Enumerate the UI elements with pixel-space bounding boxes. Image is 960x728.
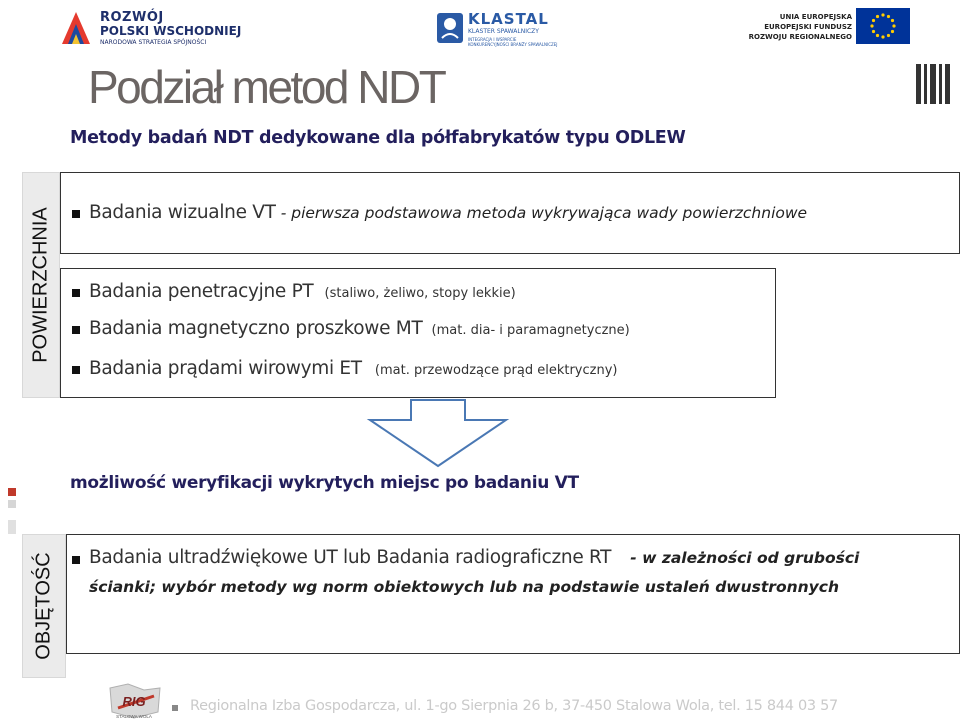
klastal-subtitle: KLASTER SPAWALNICZY [468, 28, 539, 35]
down-arrow-icon [366, 398, 510, 470]
rig-logo-icon [104, 682, 164, 722]
eu-line1: UNIA EUROPEJSKA [779, 13, 852, 21]
volume-label-box [22, 534, 66, 678]
page-title: Podział metod NDT [88, 61, 445, 113]
eu-line2: EUROPEJSKI FUNDUSZ [764, 23, 852, 31]
list-item-pt [89, 281, 516, 302]
rpw-line3: NARODOWA STRATEGIA SPÓJNOŚCI [100, 39, 207, 46]
klastal-name: KLASTAL [468, 10, 549, 28]
item-note: (mat. przewodzące prąd elektryczny) [374, 363, 618, 378]
bullet-icon [72, 210, 80, 218]
bullet-icon [72, 326, 80, 334]
item-note: (staliwo, żeliwo, stopy lekkie) [324, 286, 516, 301]
rozwoj-polski-wschodniej-logo [58, 6, 248, 48]
rpw-line1: ROZWÓJ [100, 10, 164, 25]
surface-label: POWIERZCHNIA [29, 207, 52, 363]
item-main: Badania ultradźwiękowe UT lub Badania radiograficzne RT [89, 547, 612, 568]
grey-mark-icon [8, 520, 16, 534]
klastal-tagline: INTEGRACJA I WSPARCIE KONKURENCYJNOŚCI BRANŻY SPAWALNICZEJ [468, 37, 558, 47]
item-note-line1: - w zależności od grubości [630, 549, 860, 567]
volume-label: OBJĘTOŚĆ [32, 552, 55, 660]
verification-text: możliwość weryfikacji wykrytych miejsc po badaniu VT [70, 473, 579, 493]
page-subtitle: Metody badań NDT dedykowane dla półfabrykatów typu ODLEW [70, 128, 686, 148]
red-mark-icon [8, 488, 16, 496]
rpw-star-icon [58, 8, 94, 46]
bullet-icon [72, 556, 80, 564]
eu-text [749, 12, 852, 42]
bullet-icon [72, 366, 80, 374]
list-item-mt [89, 318, 630, 339]
eu-logo [748, 8, 910, 46]
item-note: - pierwsza podstawowa metoda wykrywająca wady powierzchniowe [280, 204, 808, 222]
rpw-line2: POLSKI WSCHODNIEJ [100, 24, 242, 38]
rig-logo-subtext: STALOWA WOLA [116, 714, 152, 719]
surface-label-box [22, 172, 60, 398]
item-note-line2: ścianki; wybór metody wg norm obiektowych lub na podstawie ustaleń dwustronnych [89, 578, 839, 596]
rig-logo-text: RIG [122, 694, 146, 709]
grey-mark-icon [8, 500, 16, 508]
klastal-logo [436, 8, 566, 48]
bullet-icon [72, 289, 80, 297]
list-item-ut-rt [89, 547, 859, 568]
item-main: Badania prądami wirowymi ET [89, 358, 362, 379]
decorative-stripes-icon [916, 60, 952, 108]
item-main: Badania magnetyczno proszkowe MT [89, 318, 423, 339]
item-note: (mat. dia- i paramagnetyczne) [431, 323, 630, 338]
item-main: Badania penetracyjne PT [89, 281, 314, 302]
list-item-et [89, 358, 617, 379]
klastal-emblem-icon [436, 12, 464, 44]
eu-flag-icon [856, 8, 910, 44]
item-main: Badania wizualne VT [89, 202, 276, 223]
footer-text: Regionalna Izba Gospodarcza, ul. 1-go Sierpnia 26 b, 37-450 Stalowa Wola, tel. 15 844 03 57 [190, 698, 838, 714]
bullet-icon [172, 705, 178, 711]
list-item-vt [89, 202, 807, 223]
eu-line3: ROZWOJU REGIONALNEGO [748, 33, 852, 41]
